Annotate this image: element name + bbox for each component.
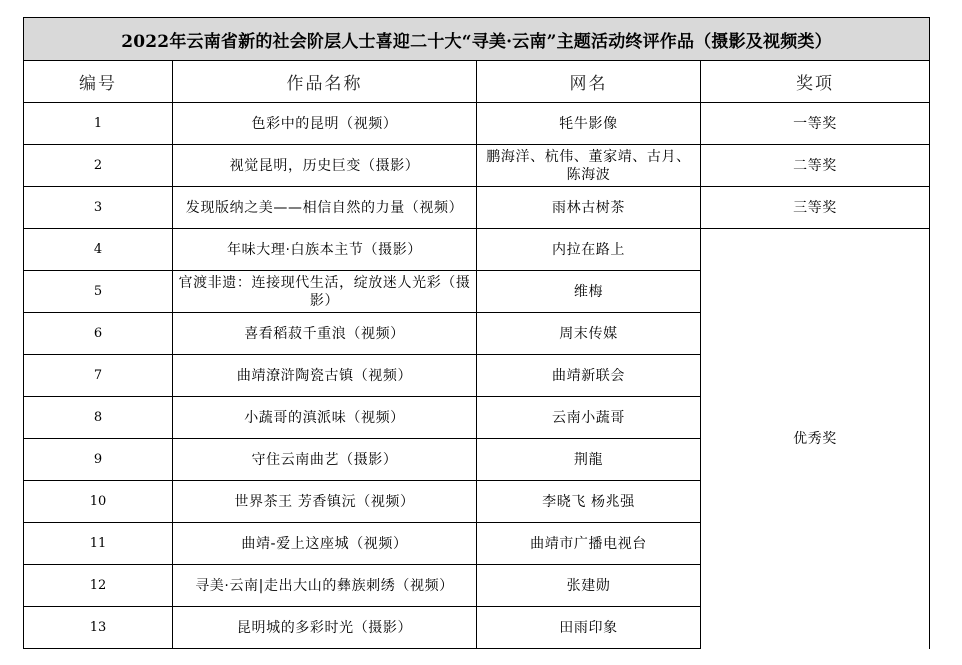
table-row (24, 229, 930, 271)
column-header-author: 网名 (477, 61, 701, 103)
author-name: 雨林古树茶 (477, 187, 701, 229)
work-title: 年味大理·白族本主节（摄影） (173, 229, 477, 271)
work-title: 昆明城的多彩时光（摄影） (173, 607, 477, 649)
award-label: 一等奖 (701, 103, 930, 145)
work-title: 视觉昆明，历史巨变（摄影） (173, 145, 477, 187)
author-name: 曲靖市广播电视台 (477, 523, 701, 565)
column-header-work: 作品名称 (173, 61, 477, 103)
row-number: 11 (24, 523, 173, 565)
author-name: 田雨印象 (477, 607, 701, 649)
author-name: 荆龍 (477, 439, 701, 481)
award-label-merged: 优秀奖 (701, 229, 930, 649)
table-row (24, 103, 930, 145)
table-row (24, 187, 930, 229)
work-title: 世界茶王 芳香镇沅（视频） (173, 481, 477, 523)
author-name: 曲靖新联会 (477, 355, 701, 397)
author-name: 内拉在路上 (477, 229, 701, 271)
column-header-no: 编号 (24, 61, 173, 103)
table-row (24, 145, 930, 187)
row-number: 9 (24, 439, 173, 481)
title-row (24, 18, 930, 61)
work-title: 小蔬哥的滇派味（视频） (173, 397, 477, 439)
table-title: 2022年云南省新的社会阶层人士喜迎二十大“寻美·云南”主题活动终评作品（摄影及视频类） (24, 18, 930, 61)
award-table-sheet (23, 17, 929, 645)
column-header-award: 奖项 (701, 61, 930, 103)
work-title: 守住云南曲艺（摄影） (173, 439, 477, 481)
row-number: 8 (24, 397, 173, 439)
author-name: 云南小蔬哥 (477, 397, 701, 439)
author-name: 鹏海洋、杭伟、董家靖、古月、陈海波 (477, 145, 701, 187)
row-number: 3 (24, 187, 173, 229)
row-number: 2 (24, 145, 173, 187)
row-number: 1 (24, 103, 173, 145)
author-name: 维梅 (477, 271, 701, 313)
author-name: 周末传媒 (477, 313, 701, 355)
author-name: 张建勋 (477, 565, 701, 607)
award-table (23, 17, 930, 649)
row-number: 6 (24, 313, 173, 355)
award-label: 三等奖 (701, 187, 930, 229)
row-number: 10 (24, 481, 173, 523)
work-title: 曲靖-爱上这座城（视频） (173, 523, 477, 565)
author-name: 牦牛影像 (477, 103, 701, 145)
work-title: 喜看稻菽千重浪（视频） (173, 313, 477, 355)
header-row (24, 61, 930, 103)
row-number: 13 (24, 607, 173, 649)
award-label: 二等奖 (701, 145, 930, 187)
row-number: 5 (24, 271, 173, 313)
row-number: 4 (24, 229, 173, 271)
work-title: 曲靖潦浒陶瓷古镇（视频） (173, 355, 477, 397)
row-number: 12 (24, 565, 173, 607)
row-number: 7 (24, 355, 173, 397)
work-title: 官渡非遗：连接现代生活，绽放迷人光彩（摄影） (173, 271, 477, 313)
work-title: 色彩中的昆明（视频） (173, 103, 477, 145)
work-title: 寻美·云南|走出大山的彝族刺绣（视频） (173, 565, 477, 607)
work-title: 发现版纳之美——相信自然的力量（视频） (173, 187, 477, 229)
author-name: 李晓飞 杨兆强 (477, 481, 701, 523)
